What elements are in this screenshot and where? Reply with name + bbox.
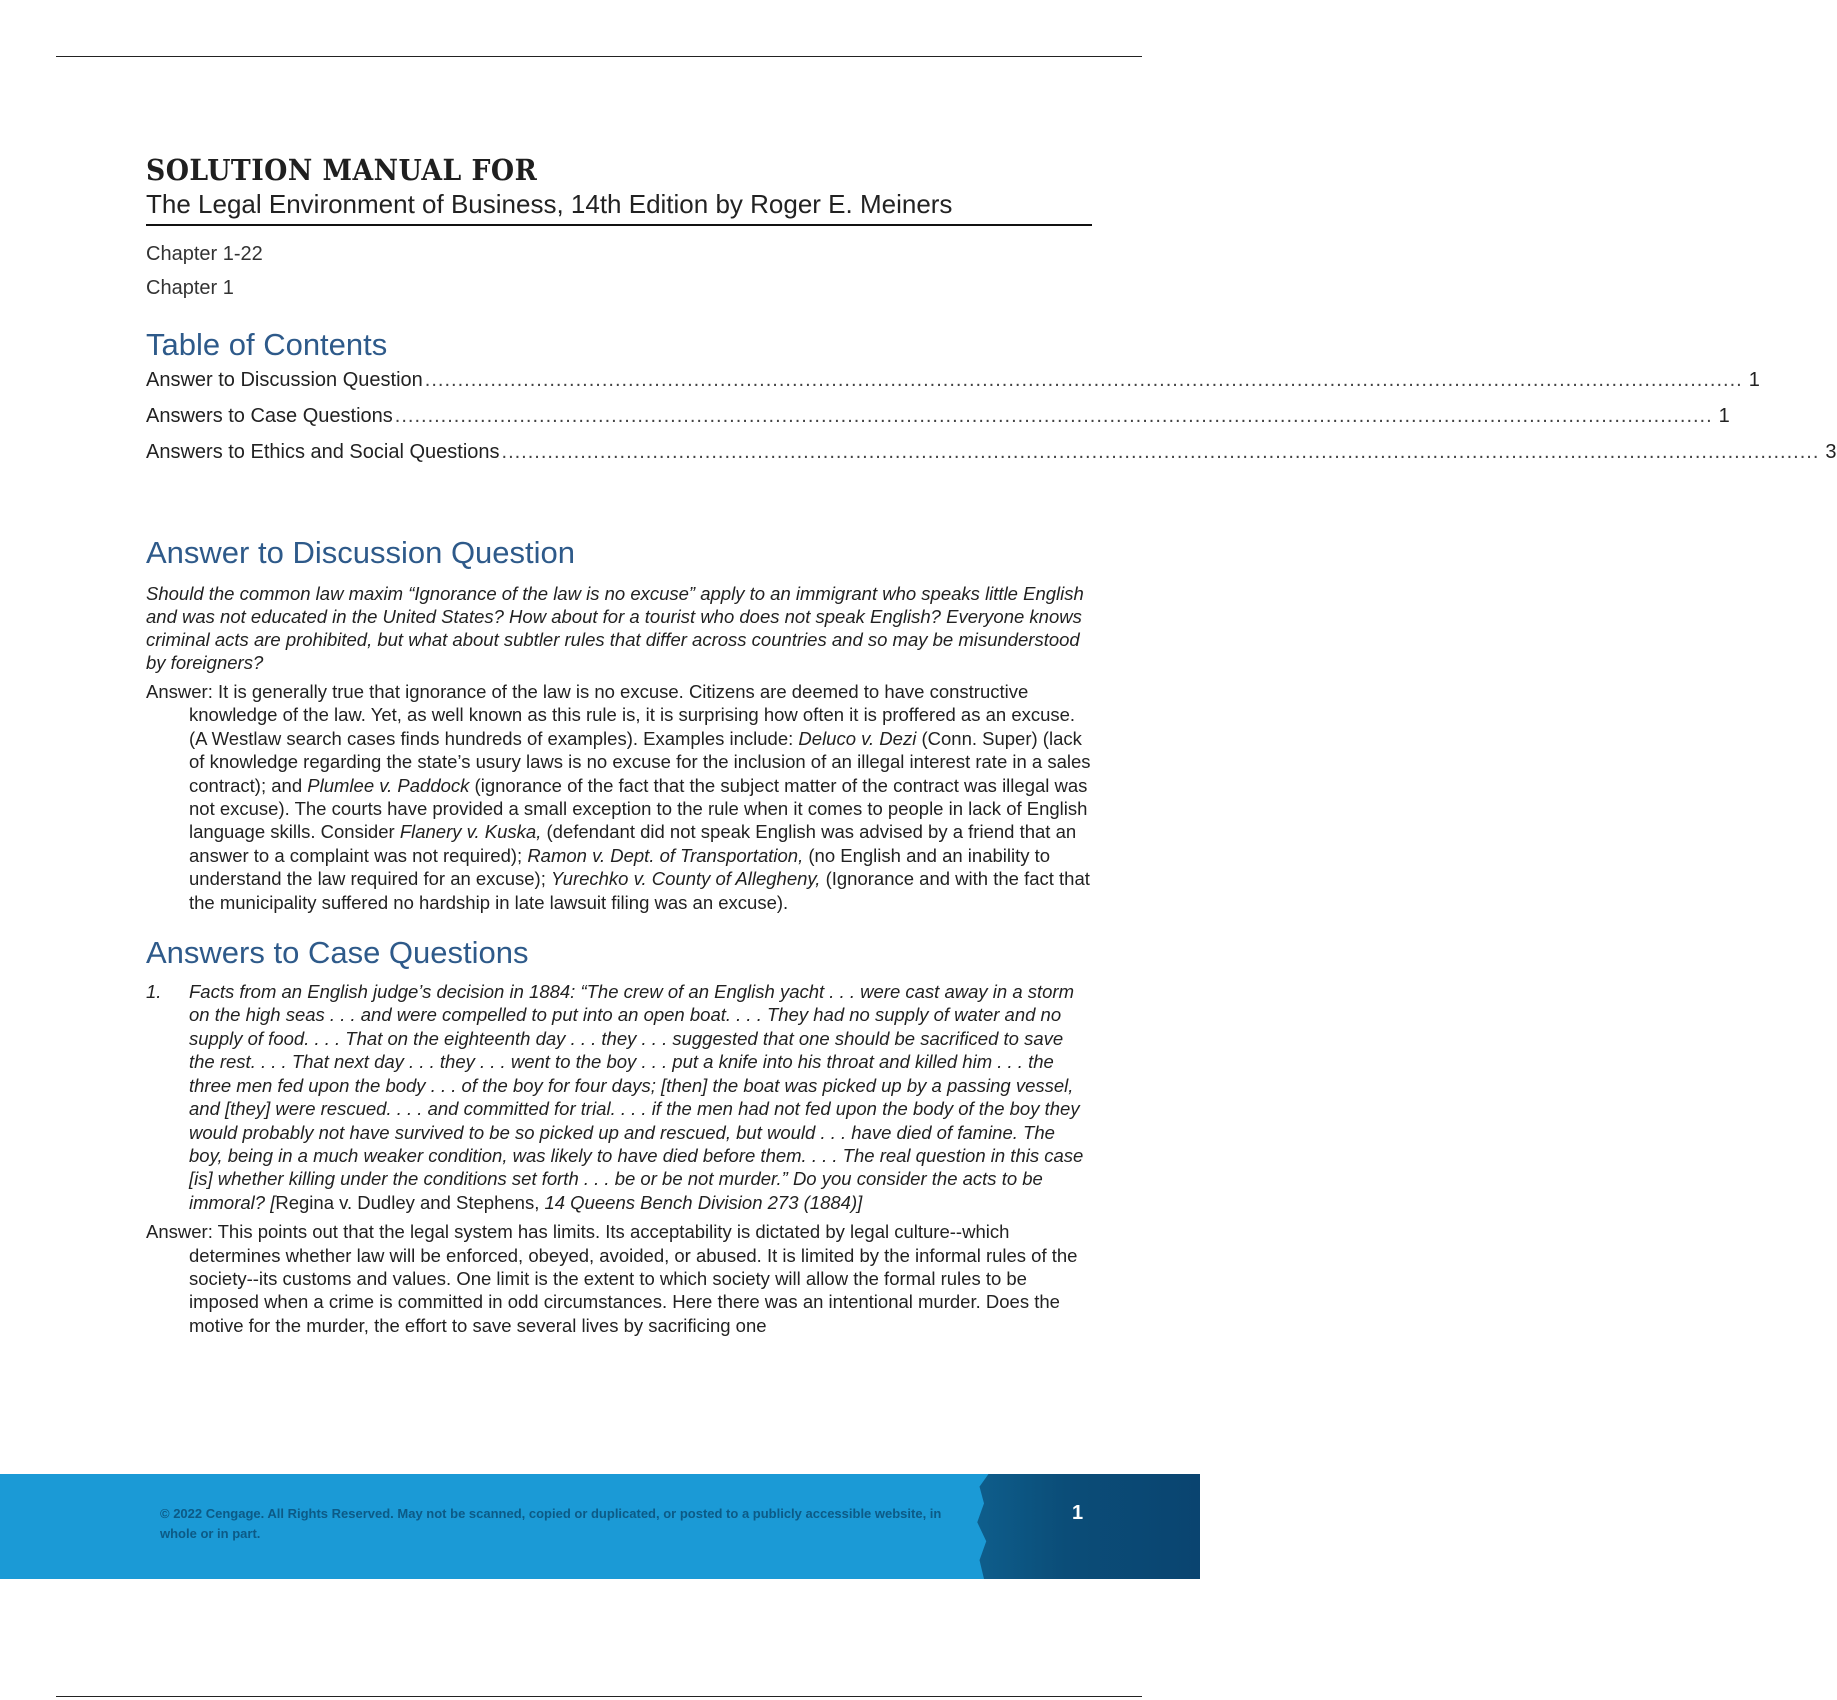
answer-text: (no English and an inability to understand the law required for an excuse); [189,844,1051,890]
toc-leader-dots: ......................................................................................................................................................................................................... [424,369,1743,391]
question-text [189,980,1092,1214]
case-citation: Ramon v. Dept. of Transportation, [527,844,804,866]
footer-band [0,1474,1200,1579]
chapter-label: Chapter 1 [146,277,234,299]
citation-reporter: 14 Queens Bench Division 273 (1884)] [544,1191,863,1213]
page-content [146,152,1837,1337]
toc-item-label: Answers to Case Questions [146,405,393,427]
citation-parties: Regina v. Dudley and Stephens, [275,1191,545,1213]
top-rule [56,56,1142,57]
case-citation: Plumlee v. Paddock [307,774,470,796]
toc-item-ethics[interactable] [146,440,1837,476]
discussion-question: Should the common law maxim “Ignorance of the law is no excuse” apply to an immigrant who speaks little English and was not educated in the United States? How about for a tourist who does not speak English? Everyone knows criminal acts are prohibited, but what about subtler rules that differ across countries and so may be misunderstood by foreigners? [146,583,1084,673]
case-citation: Yurechko v. County of Allegheny, [551,868,821,890]
answer-intro: Answer: It is generally true that ignorance of the law is no excuse. Citizens are deemed to have constructive knowledge of the law. Yet, as well known as this rule is, it is surprising how often it is proffered as an excuse. (A Westlaw search cases finds hundreds of examples). Examples include: [146,681,1076,749]
toc-leader-dots: ......................................................................................................................................................................................................... [501,441,1820,463]
case-question-1 [146,980,1092,1214]
footer-dark-panel [975,1474,1200,1579]
toc-item-page: 1 [1748,369,1760,391]
answer-text: (defendant did not speak English was advised by a friend that an answer to a complaint was not required); [189,821,1077,866]
answer-text: (ignorance of the fact that the subject matter of the contract was illegal was not excuse). The courts have provided a small exception to the rule when it comes to people in lack of English language skills. Consider [189,774,1088,843]
document-subtitle: The Legal Environment of Business, 14th Edition by Roger E. Meiners [146,188,1092,226]
case-answer-1: Answer: This points out that the legal system has limits. Its acceptability is dictated by legal culture--which determines whether law will be enforced, obeyed, avoided, or abused. It is limited by the informal rules of the society--its customs and values. One limit is the extent to which society will allow the formal rules to be imposed when a crime is committed in odd circumstances. Here there was an intentional murder. Does the motive for the murder, the effort to save several lives by sacrificing one [146,1221,1078,1336]
answer-text: (Conn. Super) (lack of knowledge regarding the state’s usury laws is no excuse for the inclusion of an illegal interest rate in a sales contract); and [189,727,1091,796]
case-citation: Deluco v. Dezi [798,727,917,749]
toc-leader-dots: ......................................................................................................................................................................................................... [394,405,1713,427]
bottom-rule [56,1696,1142,1697]
toc-item-discussion[interactable] [146,368,1760,404]
case-citation: Flanery v. Kuska, [399,821,542,843]
discussion-answer [146,680,1092,914]
question-body: Facts from an English judge’s decision in 1884: “The crew of an English yacht . . . were cast away in a storm on the high seas . . . and were compelled to put into an open boat. . . . They had no supply of water and no supply of food. . . . That on the eighteenth day . . . they . . . suggested that one should be sacrificed to save the rest. . . . That next day . . . they . . . went to the boy . . . put a knife into his throat and killed him . . . the three men fed upon the body . . . of the boy for four days; [then] the boat was picked up by a passing vessel, and [they] were rescued. . . . and committed for trial. . . . if the men had not fed upon the body of the boy they would probably not have survived to be so picked up and rescued, but would . . . have died of famine. The boy, being in a much weaker condition, was likely to have died before them. . . . The real question in this case [is] whether killing under the conditions set forth . . . be or be not murder.” Do you consider the acts to be immoral? [ [189,981,1084,1213]
table-of-contents [146,368,1837,476]
toc-item-page: 1 [1718,405,1730,427]
answer-text: (Ignorance and with the fact that the municipality suffered no hardship in late lawsuit filing was an excuse). [189,868,1090,913]
toc-heading: Table of Contents [146,327,388,362]
toc-item-label: Answers to Ethics and Social Questions [146,441,500,463]
page-number: 1 [1072,1502,1084,1524]
toc-item-page: 3 [1825,441,1837,463]
toc-item-case-questions[interactable] [146,404,1730,440]
footer-copyright: © 2022 Cengage. All Rights Reserved. May not be scanned, copied or duplicated, or posted to a publicly accessible website, in whole or in part. [160,1506,942,1541]
chapter-range: Chapter 1-22 [146,243,263,265]
case-questions-heading: Answers to Case Questions [146,935,529,971]
discussion-heading: Answer to Discussion Question [146,535,576,570]
document-title: SOLUTION MANUAL FOR [146,153,538,187]
toc-item-label: Answer to Discussion Question [146,369,423,391]
question-number: 1. [146,981,162,1003]
